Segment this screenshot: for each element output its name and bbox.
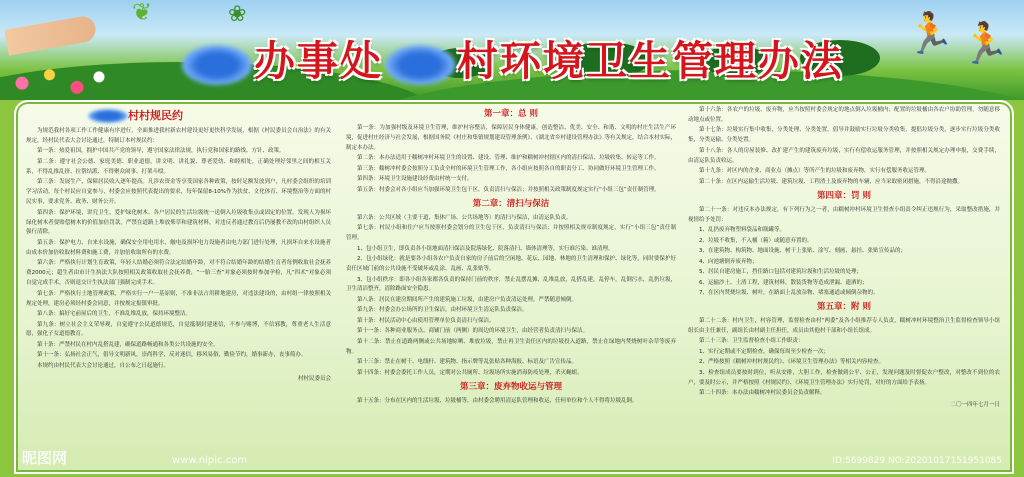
- article-paragraph: 6、运输沙土、土渣工程，建筑材料，散装货物等造成泄漏、遗洒的；: [699, 279, 868, 286]
- rule-paragraph: 第四条：保护环境，讲究卫生，爱护绿化树木。各户居民的生活垃圾统一送倒入垃圾收集点或固定的位置。发现人为损坏绿化树木者要赔偿树木的价值加倍罚款，严禁在道路上堆放柴草和建筑材料，对违反者通过教育后仍屡教不改的由村组织人员强行清除。: [26, 209, 331, 236]
- chapter-heading: 第三章：废弃物收运与管理: [459, 381, 562, 392]
- rule-paragraph: 第十一条：弘扬社会正气，倡导文明新风，崇尚科学，反对迷信，移风易俗，勤俭节约，婚事新办，丧事简办。: [37, 352, 307, 359]
- article-paragraph: 3、在建筑物、构筑物、地面设施、树干上张贴、涂写、刻画、悬挂、张贴宣传品的；: [699, 248, 907, 255]
- running-child-icon: 🏃: [905, 11, 955, 57]
- article-paragraph: 第十八条：各人的房屋装修、改扩建产生的建筑废弃垃圾，实行有偿收运服务管理，并按照相关规定办理申报，交费手续，由清运队负责收运。: [688, 147, 1000, 164]
- document-date: 二〇一四年七月一日: [950, 402, 1000, 409]
- rule-paragraph: 第五条：保护电力、自来水设施，确保安全用电用水，触电及损坏电力设施者由电力部门进行处理，凡损坏自来水设施者由成本价加倍收取材料费和施工费，并加倍收取所有的水费。: [26, 239, 331, 256]
- article-paragraph: 第十二条：禁止在道路两侧或公共场地晾晒、堆放垃圾，禁止再卫生责任区内的垃圾投入道路，禁止在绿地内焚烧树叶杂草等废弃物。: [346, 338, 676, 355]
- article-paragraph: 第二十四条：本办法由糯树冲村民委员会负责解释。: [699, 390, 826, 397]
- rule-paragraph: 第七条：严格执行土地管理政策，严格实行一户一基原则，不准非法占用耕地建房，对违法建设的，由村组一律按照相关规定处理，建房必须经村委会同意，并按规定报镇审批。: [26, 290, 331, 307]
- watermark-logo: 昵图网: [22, 449, 68, 467]
- chapter-heading: 第二章：清扫与保洁: [472, 198, 550, 209]
- article-paragraph: 第十一条：各种商业服务点、商铺门前（两侧）的周边的环境卫生，由经营者负责清扫与保洁。: [357, 328, 589, 335]
- article-paragraph: 第十七条：垃圾实行集中收集、分类处理、分类处置。倡导并鼓励实行垃圾分类收集，提倡垃圾分类，逐步实行垃圾分类收集，分类运输、分类处置。: [688, 127, 1000, 144]
- article-paragraph: 2、垃圾不收集，不入桶（箱）或随意弃置的。: [699, 237, 813, 244]
- article-paragraph: 第七条：村民小组和住户应当按照村委会划分的卫生包干区，负责清扫与保洁；并按照相关规章制度规定，实行“小组三包”责任制管理。: [346, 225, 676, 242]
- content-panel: [14, 100, 1014, 474]
- title-part1: 办事处: [254, 37, 383, 85]
- article-paragraph: 第八条：居民在建房期间所产生的建筑施工垃圾，由建房户负责清运处理，严禁随意倾倒。: [357, 296, 578, 303]
- running-child-icon: 🏃: [960, 21, 1010, 67]
- village-rules-heading: 村村规民约: [88, 109, 331, 123]
- article-paragraph: 第二十条：在区内运输生活垃圾、建筑垃圾、工程渣土及废弃物的车辆，应当采取密闭措施，不得沿途抛撒。: [699, 178, 964, 185]
- village-rules-column: [26, 106, 331, 385]
- blurred-name: [182, 45, 252, 85]
- blurred-name: [385, 45, 455, 85]
- article-paragraph: 第十六条：各农户的垃圾、废弃物，应当按照村委会规定的地点倒入垃圾桶内；配置的垃圾桶由各农户协助管理，勿随意移动地点或位置。: [688, 107, 1000, 123]
- chapters-1-3-column: [346, 106, 676, 407]
- article-paragraph: 3、检查组成员要按时到位，听从安排，大胆工作，检查做到公平、公正，发现问题及时督促农户整改，对整改不到位的农户，要及时公示，并严格按照《村规民约》、《环境卫生管理办法》实行处罚，对好的方面给予表扬。: [688, 369, 1000, 386]
- article-paragraph: 第二十一条：对违反本办法规定，有下列行为之一者，由糯树冲村环境卫生督查小组责令纠正违规行为，采取整改措施，并视情给予处罚：: [688, 206, 1000, 223]
- butterfly-icon: ❀: [228, 2, 247, 27]
- chapters-3-5-column: [688, 106, 1000, 411]
- header-banner: [0, 0, 1024, 100]
- chapter-heading: 第五章：附 则: [817, 301, 871, 312]
- article-paragraph: 第十九条：对区内的企业、商业点（摊点）等所产生的垃圾和废弃物，实行有偿服务收运管理。: [699, 168, 931, 175]
- rule-paragraph: 第一条：热爱祖国，拥护中国共产党的领导，遵守国家法律法规，执行党和国家的路线、方针、政策。: [37, 148, 285, 155]
- article-paragraph: 7、在区内焚烧垃圾、树叶，在路面上乱放杂物、堵塞通道或倾倒杂物的。: [699, 290, 879, 297]
- rule-paragraph: 第三条：发展生产，保障居民收入逐年提高。凡涉农资金等享受国家各种政策，按时足额发放到户，凡村委会组织的培训学习活动，每个村民应自觉参与，村委会应按照代表提出的要求，每年保留8-10%作为扶贫、文化体育、环境整治等方面的村民实事，要求党务、政务、财务公开。: [26, 179, 331, 206]
- article-paragraph: 第二条：本办法适用于糯树冲村环境卫生的设置、建设、管理、维护和糯树冲村辖区内的清扫保洁、垃圾收集、转运等工作。: [357, 155, 660, 162]
- leaf-icon: ❦: [132, 0, 153, 26]
- article-paragraph: 3、包小组秩序：即各小组各家都各负责的保持门前的秩序，禁止乱摆乱摊，乱堆乱放，乱搭乱建，乱停车，乱倒污水，乱扔垃圾，卫生清洁整齐，清除路面安全隐患。: [346, 276, 676, 293]
- article-paragraph: 2、严格按照《糯树冲村村规民约》、《环境卫生管理办法》等相关内容检查。: [699, 359, 885, 366]
- article-paragraph: 第三条：糯树冲村委会按照分工负责全村的环境卫生管理工作，各小组应按照各自的职责分工、协同做好环境卫生管理工作。: [357, 165, 660, 172]
- article-paragraph: 5、居民自建房施工，挡住路口包括对建筑垃圾和生活垃圾的处理；: [699, 269, 863, 276]
- title-part2: 村环境卫生管理办法: [457, 37, 844, 85]
- signature: 村村民委员会: [297, 375, 331, 382]
- rule-paragraph: 第六条：严格执行计划生育政策，年轻人结婚必须符合法定结婚年龄，对不符合结婚年龄的结婚生育者每例收取社会抚养费2000元；超生者由市计生执法大队按照相关政策收取社会抚养费，“一胎三查”对象必须按时参加孕检，凡“四术”对象必须自觉完成手术，否则退交计生执法部门强制完成手术。: [26, 260, 331, 287]
- rule-paragraph: 第九条：树立社会主义荣辱观，自觉遵守公民道德规范，自觉抵制封建迷信，不参与赌博，不信邪教，尊重老人生活意愿，强化子女道德教育。: [26, 321, 331, 338]
- article-paragraph: 第一条：为加强村级及环境卫生管理，维护村容整洁，保障居民身体健康，创造整洁、优美、安全、和谐、文明的村庄生活生产环境，促进村庄经济与社会发展，根据国务院《村庄和集镇规划建设管理条例》、《湖北省乡村建设管理办法》等有关规定，结合本村实际，制定本办法。: [346, 125, 677, 151]
- article-paragraph: 第二十二条：村内卫生，村容管理，监督检查由村“两委”及各小组推荐专人负责，糯树冲村环境整治卫生监督检查领导小组组长由主任兼任，副组长由村副主任担任，成员由其他村干部和小组长组成。: [688, 317, 1000, 334]
- article-paragraph: 1、包小组卫生，即负责各小组地面清扫保洁及院落绿化、院落清扫、墙体清理等，实行谁污染、谁清理。: [357, 245, 614, 252]
- chapter-heading: 第四章：罚 则: [817, 190, 871, 201]
- article-paragraph: 第九条：村委会办公场所的卫生保洁，由村环境卫生清运队负责保洁。: [357, 307, 528, 314]
- rule-paragraph: 本规约由村民代表大会讨论通过，自公布之日起施行。: [37, 362, 170, 369]
- rule-paragraph: 第八条：搞好宅前屋后的卫生，不准乱堆乱放，保持环境整洁。: [37, 311, 192, 318]
- article-paragraph: 第四条：环境卫生设施建设经费由村统一支付。: [357, 176, 473, 183]
- article-paragraph: 第五条：村委会对各小组应当加强环境卫生包干区，负责清扫与保洁；并按照相关政策制度规定实行“小组三包”责任制管理。: [357, 186, 660, 193]
- article-paragraph: 第十五条：分布在区内的生活垃圾、垃圾桶等，由村委会聘用清运队管理和收运，任何单位和个人不得将垃圾乱倒。: [357, 397, 638, 404]
- article-paragraph: 1、乱扔废弃物塑料袋品和瓶罐等。: [699, 227, 786, 234]
- article-paragraph: 2、包小组绿化：就是要各小组各农户负责自家的房子前后的空闲地、花坛、园地、林地的卫生清理和保护、绿化等，同时要保护好责任区域门前的公共设施不受破坏或乱涂、乱画、乱张贴等。: [346, 256, 676, 273]
- chapter-heading: 第一章：总 则: [484, 109, 538, 119]
- watermark-url: www.nipic.com: [172, 455, 248, 466]
- article-paragraph: 1、实行定期或不定期检查，确保每周至少检查一次；: [699, 348, 830, 355]
- rule-paragraph: 第十条：严禁村民在村内乱搭乱建，确保道路畅通和各类公共设施的安全。: [37, 341, 219, 348]
- article-paragraph: 第二十三条：卫生监督检查小组工作职责：: [699, 338, 804, 345]
- page-title: [0, 28, 1024, 87]
- article-paragraph: 第六条：公共区域（主要干道、集体广场、公共场地等）的清扫与保洁，由清运队负责。: [357, 214, 572, 221]
- watermark-id: ID:5699829 NO:20201017151951085: [832, 456, 1002, 466]
- rule-paragraph: 第二条：遵守社会公德、家庭美德、职业道德，讲文明、讲礼貌、尊老爱幼、和睦相处，正确处理好邻里之间的相互关系，不得乱推乱挤、拉帮结派、不得聚众闹事、打架斗殴。: [26, 158, 331, 175]
- article-paragraph: 第十四条：村委会委托工作人员，定期对公共厕所、垃圾场所实施消毒防疫处理，杀灭蝇蛆。: [357, 369, 583, 376]
- article-paragraph: 第十条：村民活动中心由使用管理单位负责清扫与保洁。: [357, 317, 495, 324]
- article-paragraph: 4、向池塘倒弃废弃物；: [699, 258, 758, 265]
- article-paragraph: 第十三条：禁止在树干、电线杆、建筑物、指示牌等乱张贴各种海报、标语及广告宣传品。: [357, 359, 578, 366]
- rule-paragraph: 为规范我村各项工作工作健康有序进行，全面推进我村新农村建设更好更快科学发展，根据《村民委员会自治法》的有关规定，经村民代表大会讨论通过，特制订本村规民约：: [26, 128, 331, 144]
- blurred-name: [88, 109, 128, 123]
